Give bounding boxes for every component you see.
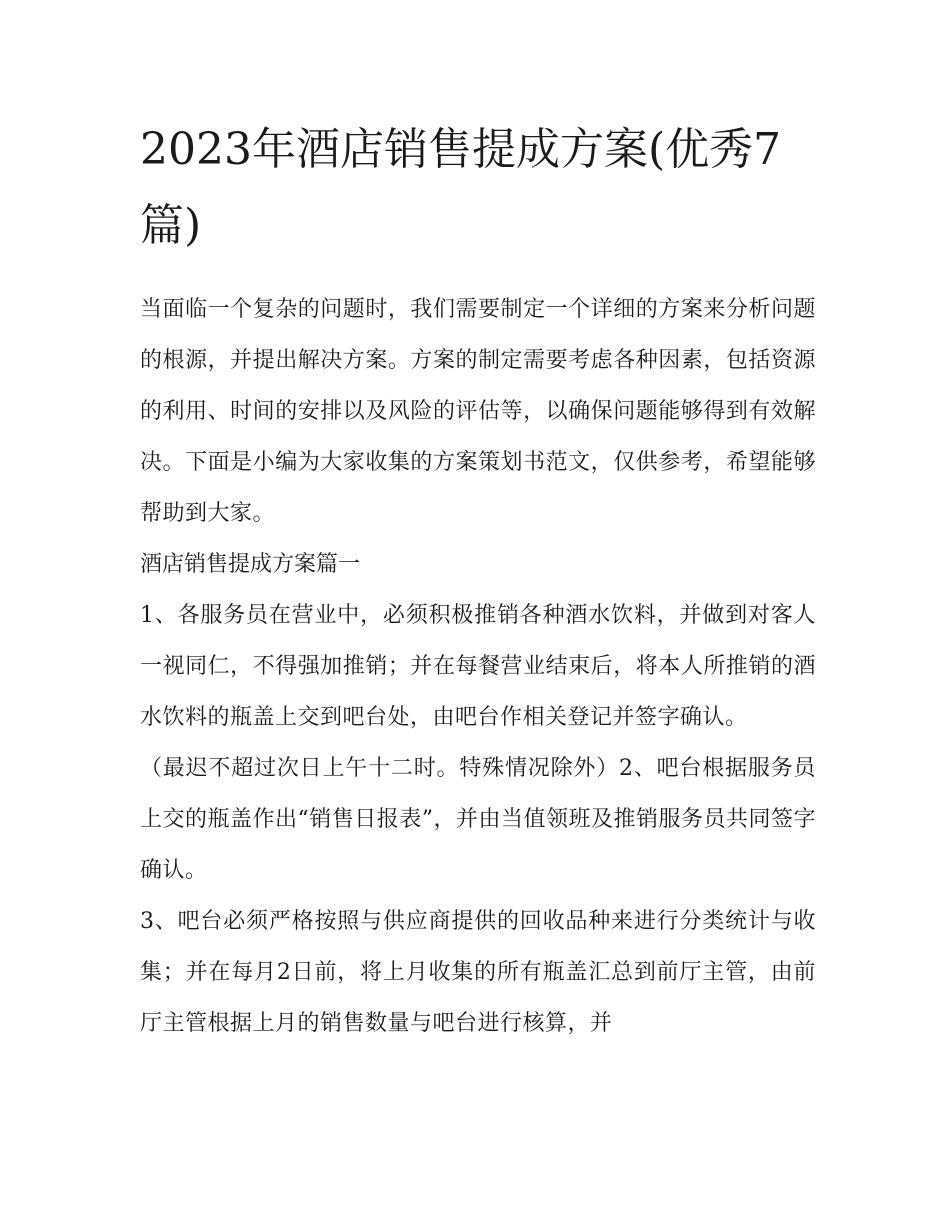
document-page (140, 112, 816, 1049)
document-title: 2023年酒店销售提成方案(优秀7篇) (140, 124, 782, 251)
body-paragraph-3: 3、吧台必须严格按照与供应商提供的回收品种来进行分类统计与收集；并在每月2日前，将上月收集的所有瓶盖汇总到前厅主管，由前厅主管根据上月的销售数量与吧台进行核算，并 (140, 909, 816, 1036)
section-heading: 酒店销售提成方案篇一 (140, 552, 361, 577)
body-paragraph-2: （最迟不超过次日上午十二时。特殊情况除外）2、吧台根据服务员上交的瓶盖作出“销售日报表”，并由当值领班及推销服务员共同签字确认。 (140, 756, 816, 883)
intro-paragraph: 当面临一个复杂的问题时，我们需要制定一个详细的方案来分析问题的根源，并提出解决方案。方案的制定需要考虑各种因素，包括资源的利用、时间的安排以及风险的评估等，以确保问题能够得到有效解决。下面是小编为大家收集的方案策划书范文，仅供参考，希望能够帮助到大家。 (140, 297, 816, 526)
body-paragraph-1: 1、各服务员在营业中，必须积极推销各种酒水饮料，并做到对客人一视同仁，不得强加推销；并在每餐营业结束后，将本人所推销的酒水饮料的瓶盖上交到吧台处，由吧台作相关登记并签字确认。 (140, 603, 816, 730)
